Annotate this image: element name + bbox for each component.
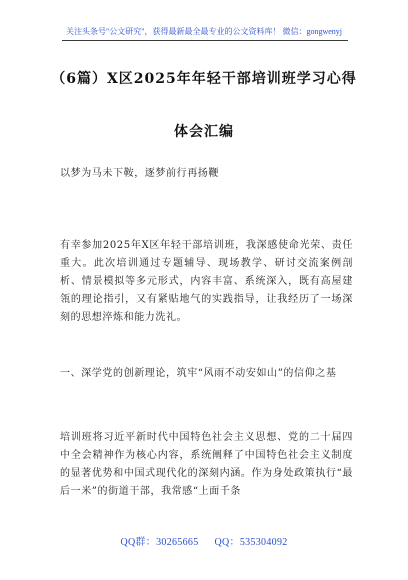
header-divider — [62, 40, 348, 41]
footer-qq: QQ：535304092 — [214, 537, 288, 548]
footer-note — [0, 533, 408, 548]
footer-qq-group: QQ群：30265665 — [120, 537, 199, 548]
section-heading-1: 一、深学党的创新理论，筑牢“风雨不动安如山”的信仰之基 — [60, 368, 337, 379]
subtitle: 以梦为马未下鞍，逐梦前行再扬鞭 — [60, 168, 219, 179]
document-title-line-1: （6篇）X区2025年年轻干部培训班学习心得 — [51, 71, 357, 87]
header-note: 关注头条号"公文研究"，获得最新最全最专业的公文资料库！ 微信：gongwenyj — [65, 27, 343, 36]
body-paragraph-2: 培训班将习近平新时代中国特色社会主义思想、党的二十届四中全会精神作为核心内容，系统阐释了中国特色社会主义制度的显著优势和中国式现代化的深刻内涵。作为身处政策执行“最后一米”的街道干部，我常感“上面千条 — [60, 432, 353, 497]
document-title-line-2: 体会汇编 — [174, 124, 234, 140]
body-paragraph-1: 有幸参加2025年X区年轻干部培训班，我深感使命光荣、责任重大。此次培训通过专题辅导、现场教学、研讨交流案例剖析、情景模拟等多元形式，内容丰富、系统深入，既有高屋建瓴的理论指引，又有紧贴地气的实践指导，让我经历了一场深刻的思想淬炼和能力洗礼。 — [60, 240, 353, 323]
